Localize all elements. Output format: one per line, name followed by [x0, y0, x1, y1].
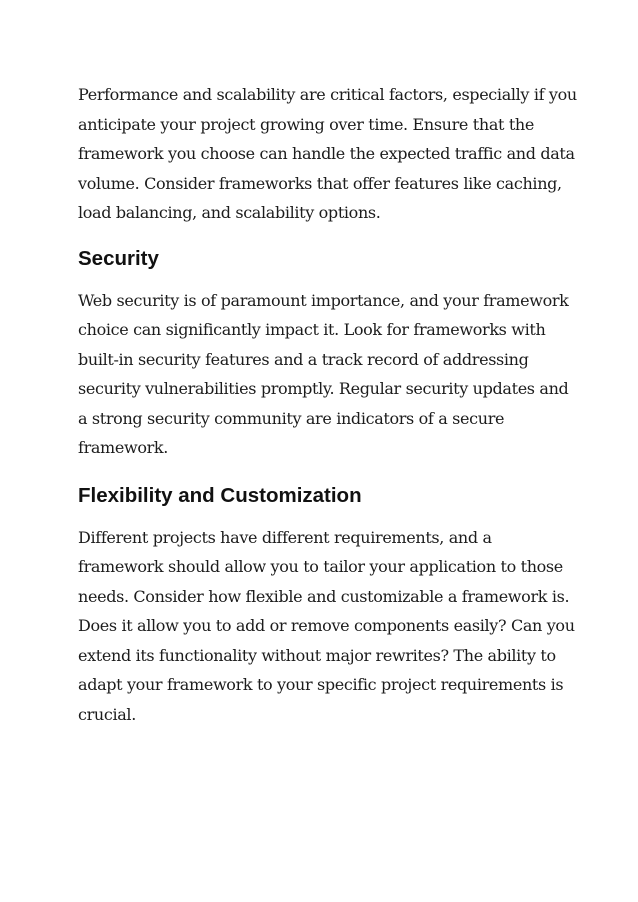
flexibility-paragraph: Different projects have different requirements, and a framework should allow you to tailor your application to those needs. Consider how flexible and customizable a framework is. Does it allow you to add or remove components easily? Can you extend its functionality without major rewrites? The ability to adapt your framework to your specific project requirements is crucial.: [78, 527, 575, 724]
document-page: [78, 80, 578, 729]
security-paragraph: Web security is of paramount importance, and your framework choice can significantly impact it. Look for frameworks with built-in security features and a track record of addressing security vulnerabilities promptly. Regular security updates and a strong security community are indicators of a secure framework.: [78, 290, 569, 457]
security-heading: Security: [78, 246, 159, 270]
flexibility-heading: Flexibility and Customization: [78, 483, 362, 507]
performance-paragraph: Performance and scalability are critical factors, especially if you anticipate your project growing over time. Ensure that the framework you choose can handle the expected traffic and data volume. Consider frameworks that offer features like caching, load balancing, and scalability options.: [78, 85, 577, 222]
